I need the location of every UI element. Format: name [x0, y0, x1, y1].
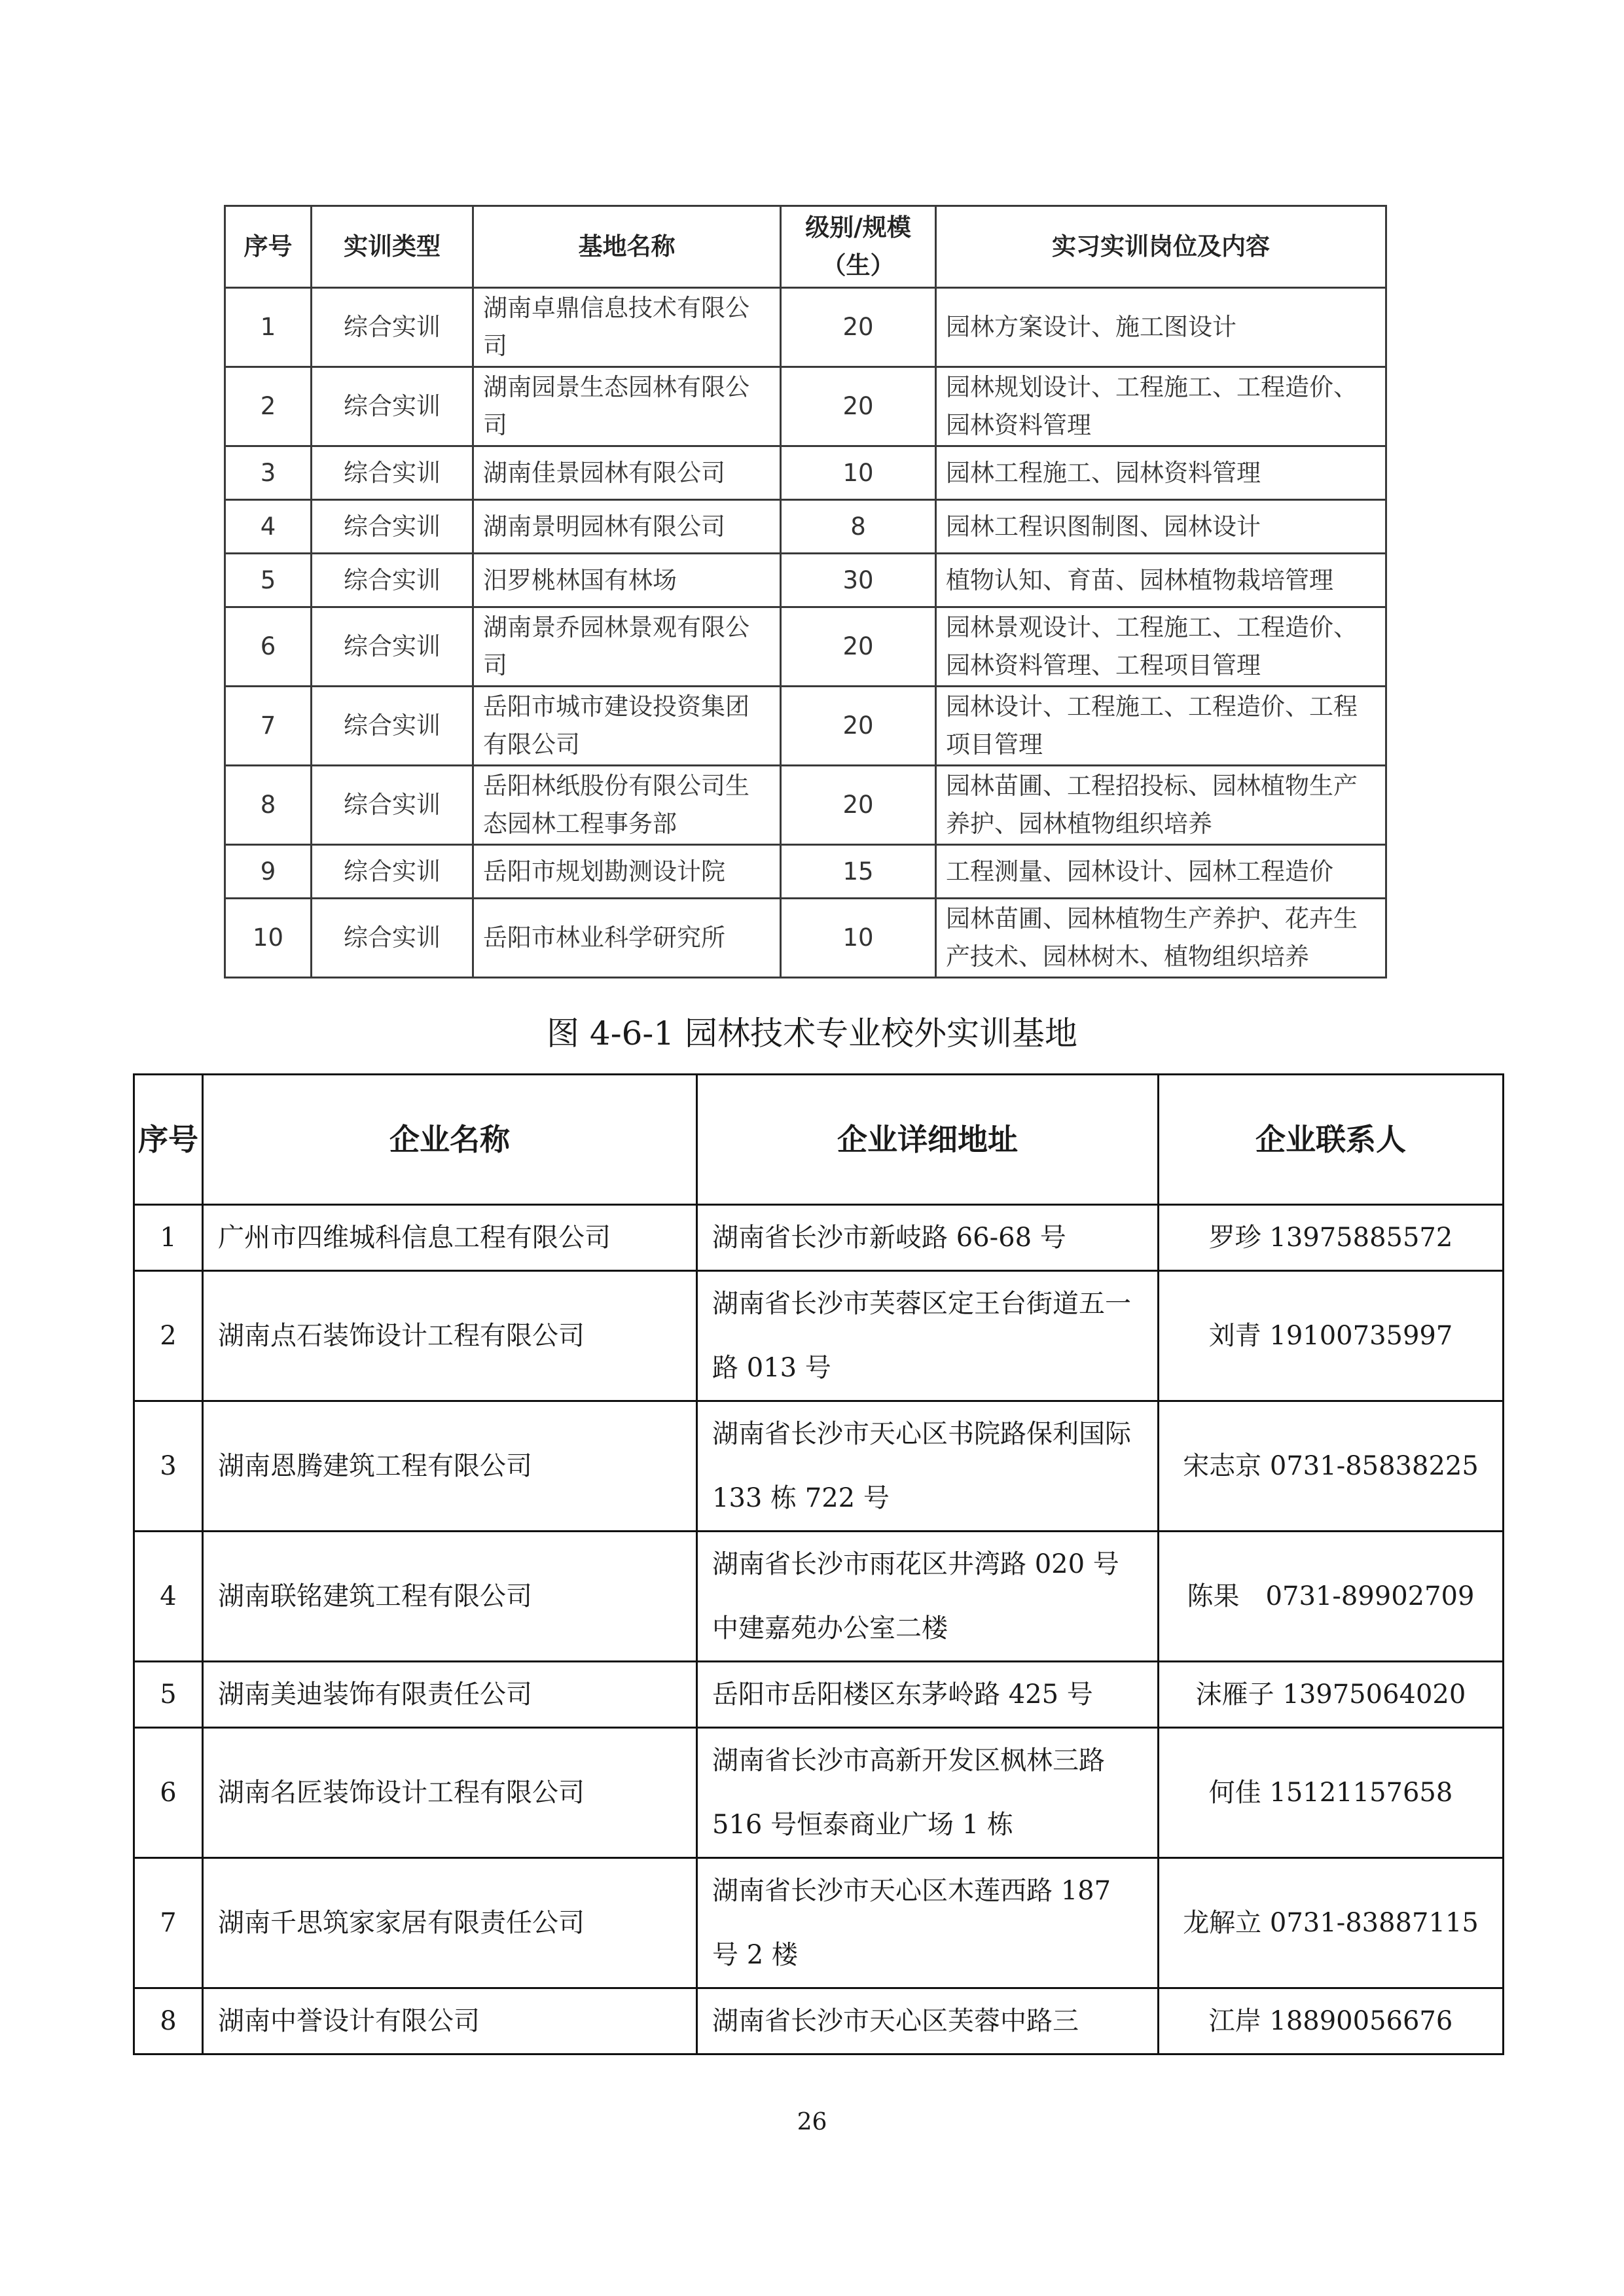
row-company: 广州市四维城科信息工程有限公司 [203, 1205, 697, 1271]
row-scale: 20 [781, 288, 936, 367]
row-type: 综合实训 [312, 500, 473, 554]
header-scale: 级别/规模（生） [781, 206, 936, 288]
row-name: 湖南景明园林有限公司 [473, 500, 781, 554]
row-content: 园林规划设计、工程施工、工程造价、园林资料管理 [936, 367, 1386, 446]
row-no: 9 [225, 845, 312, 899]
row-name: 岳阳林纸股份有限公司生态园林工程事务部 [473, 766, 781, 845]
row-content: 工程测量、园林设计、园林工程造价 [936, 845, 1386, 899]
table-row [225, 687, 1386, 766]
row-name: 湖南卓鼎信息技术有限公司 [473, 288, 781, 367]
row-name: 湖南佳景园林有限公司 [473, 446, 781, 500]
row-type: 综合实训 [312, 288, 473, 367]
row-type: 综合实训 [312, 446, 473, 500]
row-content: 园林工程识图制图、园林设计 [936, 500, 1386, 554]
row-type: 综合实训 [312, 367, 473, 446]
header-base-name: 基地名称 [473, 206, 781, 288]
header-seq: 序号 [225, 206, 312, 288]
row-scale: 10 [781, 899, 936, 978]
row-company: 湖南美迪装饰有限责任公司 [203, 1662, 697, 1728]
row-no: 8 [225, 766, 312, 845]
training-base-table [224, 205, 1387, 978]
row-company: 湖南千思筑家家居有限责任公司 [203, 1858, 697, 1988]
table-row [134, 1858, 1504, 1988]
table-row [225, 367, 1386, 446]
row-scale: 20 [781, 367, 936, 446]
row-company: 湖南名匠装饰设计工程有限公司 [203, 1728, 697, 1858]
table-row [225, 500, 1386, 554]
row-type: 综合实训 [312, 607, 473, 687]
table-row [225, 899, 1386, 978]
row-no: 5 [134, 1662, 203, 1728]
row-no: 8 [134, 1988, 203, 2054]
row-contact: 沫雁子 13975064020 [1159, 1662, 1504, 1728]
header-address: 企业详细地址 [697, 1075, 1159, 1205]
row-content: 园林工程施工、园林资料管理 [936, 446, 1386, 500]
header-contact: 企业联系人 [1159, 1075, 1504, 1205]
header-content: 实习实训岗位及内容 [936, 206, 1386, 288]
row-contact: 龙解立 0731-83887115 [1159, 1858, 1504, 1988]
row-scale: 20 [781, 607, 936, 687]
row-company: 湖南联铭建筑工程有限公司 [203, 1532, 697, 1662]
table-row [225, 845, 1386, 899]
row-no: 10 [225, 899, 312, 978]
row-address: 湖南省长沙市高新开发区枫林三路 516 号恒泰商业广场 1 栋 [697, 1728, 1159, 1858]
table-header-row [134, 1075, 1504, 1205]
row-no: 6 [134, 1728, 203, 1858]
row-contact: 刘青 19100735997 [1159, 1271, 1504, 1401]
row-contact: 江岸 18890056676 [1159, 1988, 1504, 2054]
row-scale: 15 [781, 845, 936, 899]
table-row [225, 766, 1386, 845]
table-row [225, 288, 1386, 367]
row-no: 3 [134, 1401, 203, 1532]
figure-caption: 图 4-6-1 园林技术专业校外实训基地 [546, 1014, 1077, 1052]
row-address: 湖南省长沙市天心区书院路保利国际 133 栋 722 号 [697, 1401, 1159, 1532]
table-row [134, 1401, 1504, 1532]
row-content: 园林苗圃、工程招投标、园林植物生产养护、园林植物组织培养 [936, 766, 1386, 845]
table-row [225, 554, 1386, 607]
row-address: 湖南省长沙市雨花区井湾路 020 号中建嘉苑办公室二楼 [697, 1532, 1159, 1662]
table-row [134, 1205, 1504, 1271]
row-no: 7 [225, 687, 312, 766]
row-type: 综合实训 [312, 845, 473, 899]
row-address: 岳阳市岳阳楼区东茅岭路 425 号 [697, 1662, 1159, 1728]
table-row [225, 446, 1386, 500]
row-company: 湖南中誉设计有限公司 [203, 1988, 697, 2054]
row-company: 湖南恩腾建筑工程有限公司 [203, 1401, 697, 1532]
table-row [134, 1662, 1504, 1728]
row-content: 园林苗圃、园林植物生产养护、花卉生产技术、园林树木、植物组织培养 [936, 899, 1386, 978]
row-name: 岳阳市林业科学研究所 [473, 899, 781, 978]
row-type: 综合实训 [312, 554, 473, 607]
row-name: 汨罗桃林国有林场 [473, 554, 781, 607]
row-no: 7 [134, 1858, 203, 1988]
row-no: 2 [225, 367, 312, 446]
row-content: 园林方案设计、施工图设计 [936, 288, 1386, 367]
row-contact: 何佳 15121157658 [1159, 1728, 1504, 1858]
row-no: 3 [225, 446, 312, 500]
row-company: 湖南点石装饰设计工程有限公司 [203, 1271, 697, 1401]
row-address: 湖南省长沙市新岐路 66-68 号 [697, 1205, 1159, 1271]
row-name: 岳阳市城市建设投资集团有限公司 [473, 687, 781, 766]
row-name: 湖南景乔园林景观有限公司 [473, 607, 781, 687]
row-no: 1 [134, 1205, 203, 1271]
row-no: 5 [225, 554, 312, 607]
row-scale: 20 [781, 687, 936, 766]
row-scale: 30 [781, 554, 936, 607]
row-content: 园林景观设计、工程施工、工程造价、园林资料管理、工程项目管理 [936, 607, 1386, 687]
table-row [134, 1988, 1504, 2054]
row-no: 2 [134, 1271, 203, 1401]
row-address: 湖南省长沙市天心区木莲西路 187 号 2 楼 [697, 1858, 1159, 1988]
enterprise-table [133, 1073, 1504, 2055]
table-row [225, 607, 1386, 687]
row-address: 湖南省长沙市天心区芙蓉中路三 [697, 1988, 1159, 2054]
row-contact: 陈果 0731-89902709 [1159, 1532, 1504, 1662]
row-scale: 10 [781, 446, 936, 500]
header-type: 实训类型 [312, 206, 473, 288]
row-type: 综合实训 [312, 766, 473, 845]
row-address: 湖南省长沙市芙蓉区定王台街道五一路 013 号 [697, 1271, 1159, 1401]
row-no: 1 [225, 288, 312, 367]
row-scale: 20 [781, 766, 936, 845]
row-name: 湖南园景生态园林有限公司 [473, 367, 781, 446]
row-type: 综合实训 [312, 899, 473, 978]
table-row [134, 1271, 1504, 1401]
row-contact: 宋志京 0731-85838225 [1159, 1401, 1504, 1532]
row-name: 岳阳市规划勘测设计院 [473, 845, 781, 899]
table-row [134, 1728, 1504, 1858]
row-no: 6 [225, 607, 312, 687]
header-company-name: 企业名称 [203, 1075, 697, 1205]
page-number: 26 [797, 2109, 827, 2136]
row-no: 4 [134, 1532, 203, 1662]
row-contact: 罗珍 13975885572 [1159, 1205, 1504, 1271]
row-no: 4 [225, 500, 312, 554]
row-content: 园林设计、工程施工、工程造价、工程项目管理 [936, 687, 1386, 766]
row-scale: 8 [781, 500, 936, 554]
table-row [134, 1532, 1504, 1662]
table-header-row [225, 206, 1386, 288]
header-seq: 序号 [134, 1075, 203, 1205]
row-type: 综合实训 [312, 687, 473, 766]
row-content: 植物认知、育苗、园林植物栽培管理 [936, 554, 1386, 607]
